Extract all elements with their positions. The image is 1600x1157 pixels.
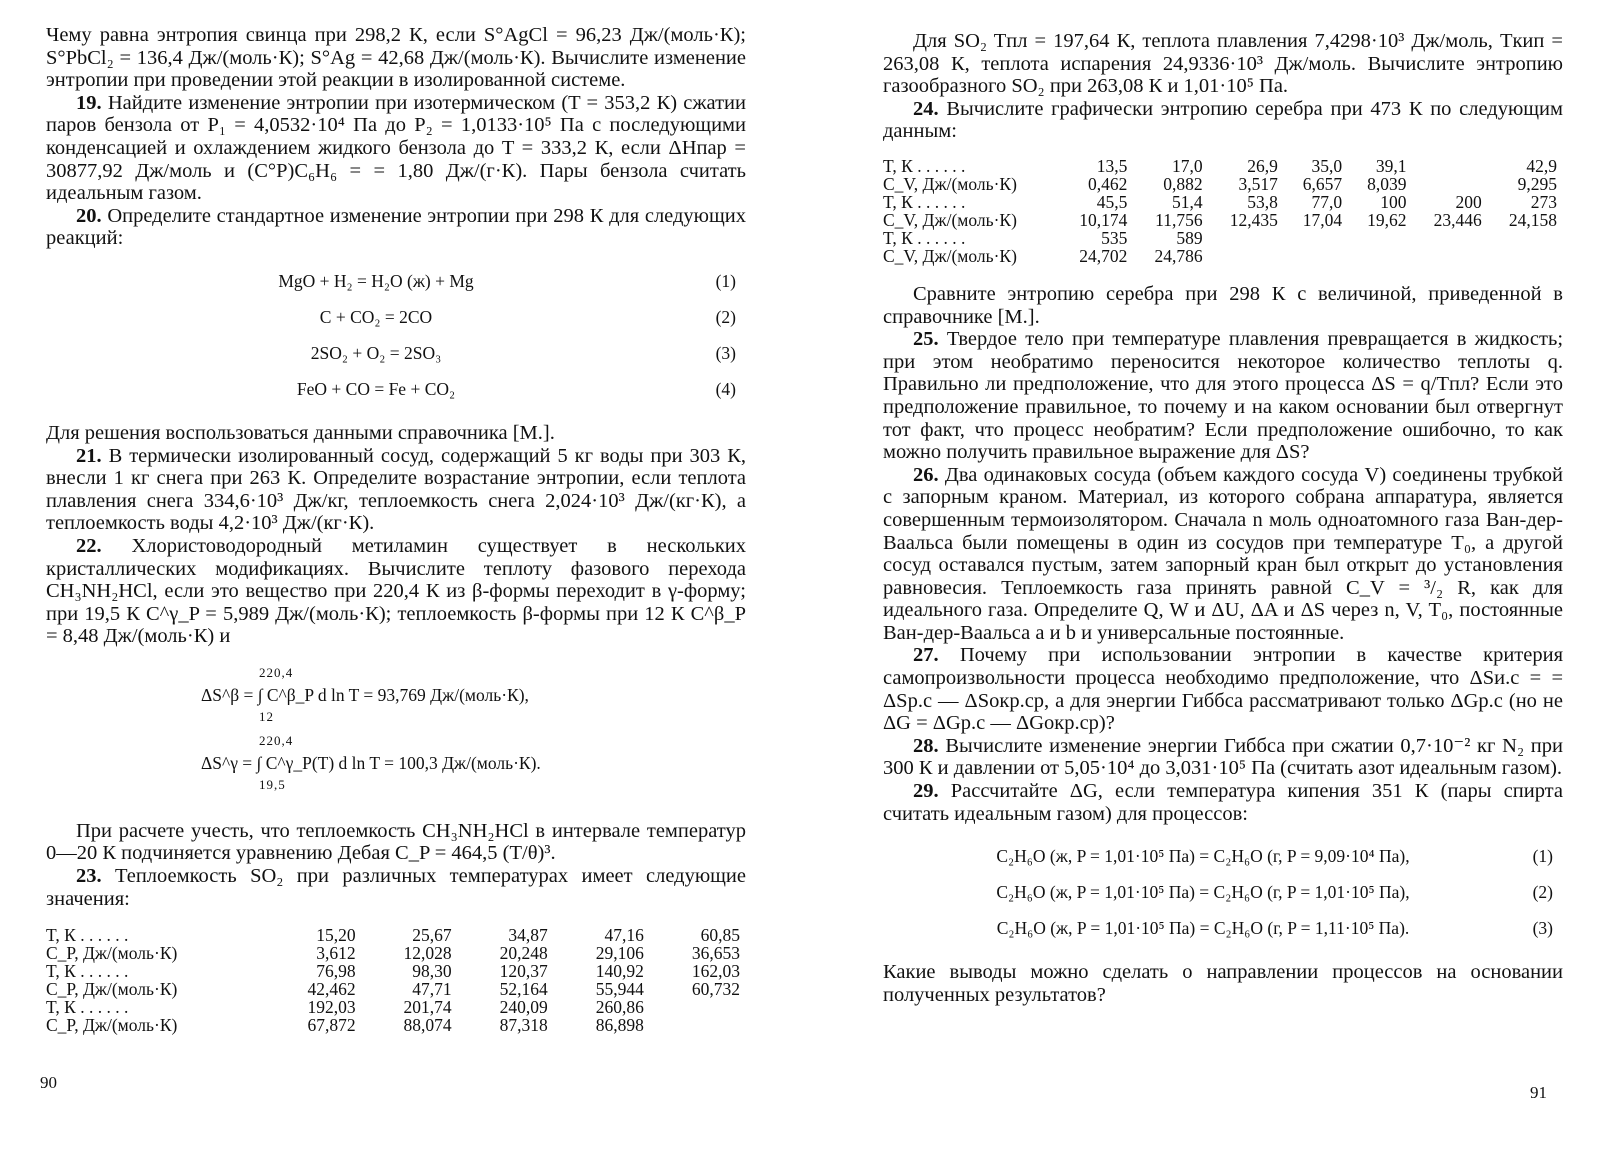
integral-expression: ΔS^γ = ∫ C^γ_P(T) d ln T = 100,3 Дж/(моль·К). <box>201 752 541 773</box>
equation <box>883 875 1563 911</box>
table-row-label: C_P, Дж/(моль·К) <box>46 943 178 964</box>
table-cell: 192,03 <box>307 997 356 1018</box>
table-cell: 55,944 <box>595 979 644 1000</box>
table-cell <box>1412 157 1487 175</box>
table-row <box>46 1016 746 1034</box>
problem-number: 27. <box>913 644 939 667</box>
table-row <box>883 229 1563 247</box>
table-cell: 3,517 <box>1238 173 1278 194</box>
equation <box>46 336 746 372</box>
equation <box>46 372 746 408</box>
equations-29 <box>883 839 1563 947</box>
table-cell: 120,37 <box>499 961 548 982</box>
equation-number: (1) <box>1532 846 1553 867</box>
table-cell: 273 <box>1530 191 1557 212</box>
equation <box>883 911 1563 947</box>
equation-number: (1) <box>715 270 736 291</box>
table-cell: 589 <box>1176 227 1203 248</box>
integral-expression: ΔS^β = ∫ C^β_P d ln T = 93,769 Дж/(моль·К), <box>201 684 529 705</box>
table-cell <box>1209 247 1284 265</box>
problem-number: 20. <box>76 204 102 227</box>
problem-text: Найдите изменение энтропии при изотермическом (T = 353,2 К) сжатии паров бензола от P₁ = 4,0532·10⁴ Па до P₂ = 1,0133·10⁵ Па с последующими конденсацией и охлаждением жидкого бензола до T = 333,2 К, если ΔHпар = 30877,92 Дж/моль и (C°P)C₆H₆ = = 1,80 Дж/(г·К). Пары бензола считать идеальным газом. <box>46 91 746 205</box>
table-row-label: T, К . . . . . . <box>883 191 966 212</box>
so2-heat-capacity-table <box>46 926 746 1034</box>
table-row-label: T, К . . . . . . <box>46 961 129 982</box>
table-cell: 34,87 <box>508 925 548 946</box>
problem-27 <box>883 644 1563 734</box>
table-row <box>883 193 1563 211</box>
table-cell: 0,462 <box>1088 173 1128 194</box>
table-cell <box>1348 247 1412 265</box>
table-cell: 17,04 <box>1302 209 1343 230</box>
left-page <box>46 0 746 1034</box>
table-cell: 535 <box>1101 227 1128 248</box>
table-cell: 77,0 <box>1311 191 1343 212</box>
table-cell: 140,92 <box>595 961 644 982</box>
equation-expr: 2SO₂ + O₂ = 2SO₃ <box>310 342 442 363</box>
table-row <box>883 157 1563 175</box>
table-cell: 67,872 <box>307 1015 356 1036</box>
table-cell: 24,158 <box>1508 209 1557 230</box>
table-cell: 45,5 <box>1096 191 1128 212</box>
problem-number: 28. <box>913 734 939 757</box>
table-cell: 200 <box>1455 191 1482 212</box>
table-cell: 240,09 <box>499 997 548 1018</box>
table-row-label: C_V, Дж/(моль·К) <box>883 209 1017 230</box>
problem-24-note: Сравните энтропию серебра при 298 К с величиной, приведенной в справочнике [М.]. <box>883 282 1563 328</box>
table-cell: 15,20 <box>316 925 356 946</box>
table-cell: 201,74 <box>403 997 452 1018</box>
table-cell: 0,882 <box>1163 173 1203 194</box>
problem-number: 23. <box>76 865 102 888</box>
problem-text: Рассчитайте ΔG, если температура кипения 351 К (пары спирта считать идеальным газом) для процессов: <box>883 780 1563 825</box>
table-cell: 60,85 <box>700 925 740 946</box>
table-cell: 87,318 <box>499 1015 548 1036</box>
table-cell: 3,612 <box>316 943 356 964</box>
equation-expr: C₂H₆O (ж, P = 1,01·10⁵ Па) = C₂H₆O (г, P = 1,11·10⁵ Па). <box>996 918 1410 939</box>
table-cell: 12,435 <box>1229 209 1278 230</box>
table-cell: 9,295 <box>1517 173 1557 194</box>
equation <box>883 839 1563 875</box>
table-cell: 26,9 <box>1247 155 1278 176</box>
table-cell <box>650 1016 746 1034</box>
table-cell: 12,028 <box>403 943 452 964</box>
problem-28 <box>883 735 1563 780</box>
table-cell <box>1488 247 1563 265</box>
problem-24 <box>883 98 1563 143</box>
problem-23-continuation: Для SO₂ Tпл = 197,64 К, теплота плавления 7,4298·10³ Дж/моль, Tкип = 263,08 К, теплота испарения 24,9336·10³ Дж/моль. Вычислите энтропию газообразного SO₂ при 263,08 К и 1,01·10⁵ Па. <box>883 30 1563 98</box>
table-cell: 98,30 <box>412 961 452 982</box>
problem-number: 29. <box>913 780 939 803</box>
table-cell: 10,174 <box>1079 209 1128 230</box>
problem-22 <box>46 535 746 648</box>
integral-gamma <box>46 730 746 798</box>
table-row <box>46 980 746 998</box>
table-cell: 60,732 <box>691 979 740 1000</box>
page-number-right: 91 <box>1530 1083 1547 1102</box>
table-cell: 24,786 <box>1154 245 1203 266</box>
table-cell: 23,446 <box>1433 209 1482 230</box>
problem-22-note: При расчете учесть, что теплоемкость CH₃NH₂HCl в интервале температур 0—20 К подчиняется уравнению Дебая C_P = 464,5 (T/θ)³. <box>46 819 746 865</box>
problem-26 <box>883 464 1563 645</box>
table-row-label: T, К . . . . . . <box>46 925 129 946</box>
table-cell <box>1488 229 1563 247</box>
table-row <box>46 998 746 1016</box>
table-cell <box>1412 175 1487 193</box>
problem-29 <box>883 780 1563 825</box>
table-cell: 47,16 <box>604 925 644 946</box>
integral-beta <box>46 662 746 730</box>
equations-20 <box>46 264 746 408</box>
problem-number: 19. <box>76 91 102 114</box>
equation-expr: FeO + CO = Fe + CO₂ <box>296 378 456 399</box>
problem-text: Два одинаковых сосуда (объем каждого сосуда V) соединены трубкой с запорным краном. Материал, из которого собрана аппаратура, является совершенным термоизолятором. Сначала n моль одноатомного газа Ван-дер-Ваальса были помещены в один из сосудов при температуре T₀, а другой сосуд оставался пустым, затем запорный кран был открыт до установления равновесия. Теплоемкость газа принять равной C_V = ³/₂ R, как для идеального газа. Определите Q, W и ΔU, ΔA и ΔS через n, V, T₀, постоянные Ван-дер-Ваальса a и b и универсальные постоянные. <box>883 463 1563 644</box>
table-row-label: C_P, Дж/(моль·К) <box>46 979 178 1000</box>
table-cell: 36,653 <box>691 943 740 964</box>
table-cell: 88,074 <box>403 1015 452 1036</box>
equation-number: (3) <box>1532 918 1553 939</box>
table-cell: 42,462 <box>307 979 356 1000</box>
problem-text: Хлористоводородный метиламин существует в нескольких кристаллических модификациях. Вычислите теплоту фазового перехода CH₃NH₂HCl, если это вещество при 220,4 К из β-формы переходит в γ-форму; при 19,5 К C^γ_P = 5,989 Дж/(моль·К); теплоемкость β-формы при 12 К C^β_P = 8,48 Дж/(моль·К) и <box>46 534 746 648</box>
table-row-label: T, К . . . . . . <box>883 155 966 176</box>
table-cell: 17,0 <box>1172 155 1203 176</box>
table-cell: 24,702 <box>1079 245 1128 266</box>
table-row-label: T, К . . . . . . <box>46 997 129 1018</box>
equation-expr: C₂H₆O (ж, P = 1,01·10⁵ Па) = C₂H₆O (г, P = 1,01·10⁵ Па), <box>996 882 1410 903</box>
problem-29-question: Какие выводы можно сделать о направлении процессов на основании полученных результатов? <box>883 961 1563 1006</box>
problem-number: 26. <box>913 463 939 486</box>
table-cell <box>1284 247 1348 265</box>
problem-19 <box>46 92 746 205</box>
problem-20-note: Для решения воспользоваться данными справочника [М.]. <box>46 421 555 444</box>
table-cell: 47,71 <box>412 979 452 1000</box>
table-row-label: C_V, Дж/(моль·К) <box>883 245 1017 266</box>
right-page <box>883 0 1563 1006</box>
table-row <box>883 247 1563 265</box>
equation-expr: C₂H₆O (ж, P = 1,01·10⁵ Па) = C₂H₆O (г, P = 9,09·10⁴ Па), <box>996 846 1410 867</box>
problem-text: Почему при использовании энтропии в качестве критерия самопроизвольности процесса необходимо предположение, что ΔSи.с = = ΔSр.с — ΔSокр.ср, а для энергии Гиббса рассматривают только ΔGр.с (но не ΔG = ΔGр.с — ΔGокр.ср)? <box>883 644 1563 735</box>
table-cell: 29,106 <box>595 943 644 964</box>
table-cell: 162,03 <box>691 961 740 982</box>
table-cell <box>1209 229 1284 247</box>
integral-upper-limit: 220,4 <box>259 732 294 748</box>
problem-number: 25. <box>913 328 939 351</box>
table-cell <box>650 998 746 1016</box>
equation <box>46 300 746 336</box>
table-row <box>883 175 1563 193</box>
table-cell: 42,9 <box>1526 155 1557 176</box>
equation-number: (2) <box>1532 882 1553 903</box>
table-row <box>883 211 1563 229</box>
equation-expr: MgO + H₂ = H₂O (ж) + Mg <box>278 270 474 291</box>
problem-20 <box>46 205 746 250</box>
table-cell: 260,86 <box>595 997 644 1018</box>
problem-number: 24. <box>913 97 939 120</box>
silver-heat-capacity-table <box>883 157 1563 265</box>
integral-lower-limit: 12 <box>259 708 274 724</box>
equation-expr: C + CO₂ = 2CO <box>319 306 433 327</box>
integral-upper-limit: 220,4 <box>259 664 294 680</box>
table-row-label: T, К . . . . . . <box>883 227 966 248</box>
problem-text: Определите стандартное изменение энтропии при 298 К для следующих реакций: <box>46 204 746 250</box>
page-number-left: 90 <box>40 1073 57 1092</box>
problem-text: В термически изолированный сосуд, содержащий 5 кг воды при 303 К, внесли 1 кг снега при 263 К. Определите возрастание энтропии, если теплота плавления снега 334,6·10³ Дж/кг, теплоемкость снега 2,024·10³ Дж/(кг·К), а теплоемкость воды 4,2·10³ Дж/(кг·К). <box>46 444 747 535</box>
table-cell: 6,657 <box>1302 173 1343 194</box>
table-row-label: C_V, Дж/(моль·К) <box>883 173 1017 194</box>
problem-text: Вычислите графически энтропию серебра при 473 К по следующим данным: <box>883 97 1563 143</box>
table-row <box>46 926 746 944</box>
table-cell: 20,248 <box>499 943 548 964</box>
table-cell <box>1284 229 1348 247</box>
table-cell: 19,62 <box>1367 209 1407 230</box>
problem-number: 22. <box>76 534 102 557</box>
equation-number: (3) <box>715 342 736 363</box>
table-row-label: C_P, Дж/(моль·К) <box>46 1015 178 1036</box>
problem-18-tail: Чему равна энтропия свинца при 298,2 К, если S°AgCl = 96,23 Дж/(моль·К); S°PbCl₂ = 136,4 Дж/(моль·К); S°Ag = 42,68 Дж/(моль·К). Вычислите изменение энтропии при проведении этой реакции в изолированной системе. <box>46 24 746 92</box>
table-cell: 76,98 <box>316 961 356 982</box>
table-cell: 100 <box>1380 191 1407 212</box>
table-row <box>46 944 746 962</box>
table-cell: 8,039 <box>1367 173 1407 194</box>
table-cell <box>1348 229 1412 247</box>
table-cell <box>1412 229 1487 247</box>
problem-text: Вычислите изменение энергии Гиббса при сжатии 0,7·10⁻² кг N₂ при 300 К и давлении от 5,05·10⁴ до 3,031·10⁵ Па (считать азот идеальным газом). <box>883 734 1563 780</box>
table-row <box>46 962 746 980</box>
equation-number: (4) <box>715 378 736 399</box>
problem-25 <box>883 328 1563 464</box>
table-cell: 35,0 <box>1311 155 1343 176</box>
table-cell: 51,4 <box>1172 191 1203 212</box>
problem-text: Теплоемкость SO₂ при различных температурах имеет следующие значения: <box>46 865 746 910</box>
equation <box>46 264 746 300</box>
table-cell: 13,5 <box>1096 155 1128 176</box>
table-cell <box>1412 247 1487 265</box>
problem-text: Твердое тело при температуре плавления превращается в жидкость; при этом необратимо переносится некоторое количество теплоты q. Правильно ли предположение, что для этого процесса ΔS = q/Tпл? Если это предположение правильное, то почему и на каком основании был отвергнут тот факт, что процесс необратим? Если предположение ошибочно, то как можно получить правильное выражение для ΔS? <box>883 328 1564 464</box>
table-cell: 52,164 <box>499 979 548 1000</box>
table-cell: 11,756 <box>1155 209 1203 230</box>
table-cell: 39,1 <box>1375 155 1407 176</box>
table-cell: 53,8 <box>1247 191 1278 212</box>
equation-number: (2) <box>715 306 736 327</box>
table-cell: 86,898 <box>595 1015 644 1036</box>
integral-lower-limit: 19,5 <box>259 776 286 792</box>
table-cell: 25,67 <box>412 925 452 946</box>
problem-23 <box>46 865 746 910</box>
problem-number: 21. <box>76 444 102 467</box>
problem-21 <box>46 445 746 535</box>
